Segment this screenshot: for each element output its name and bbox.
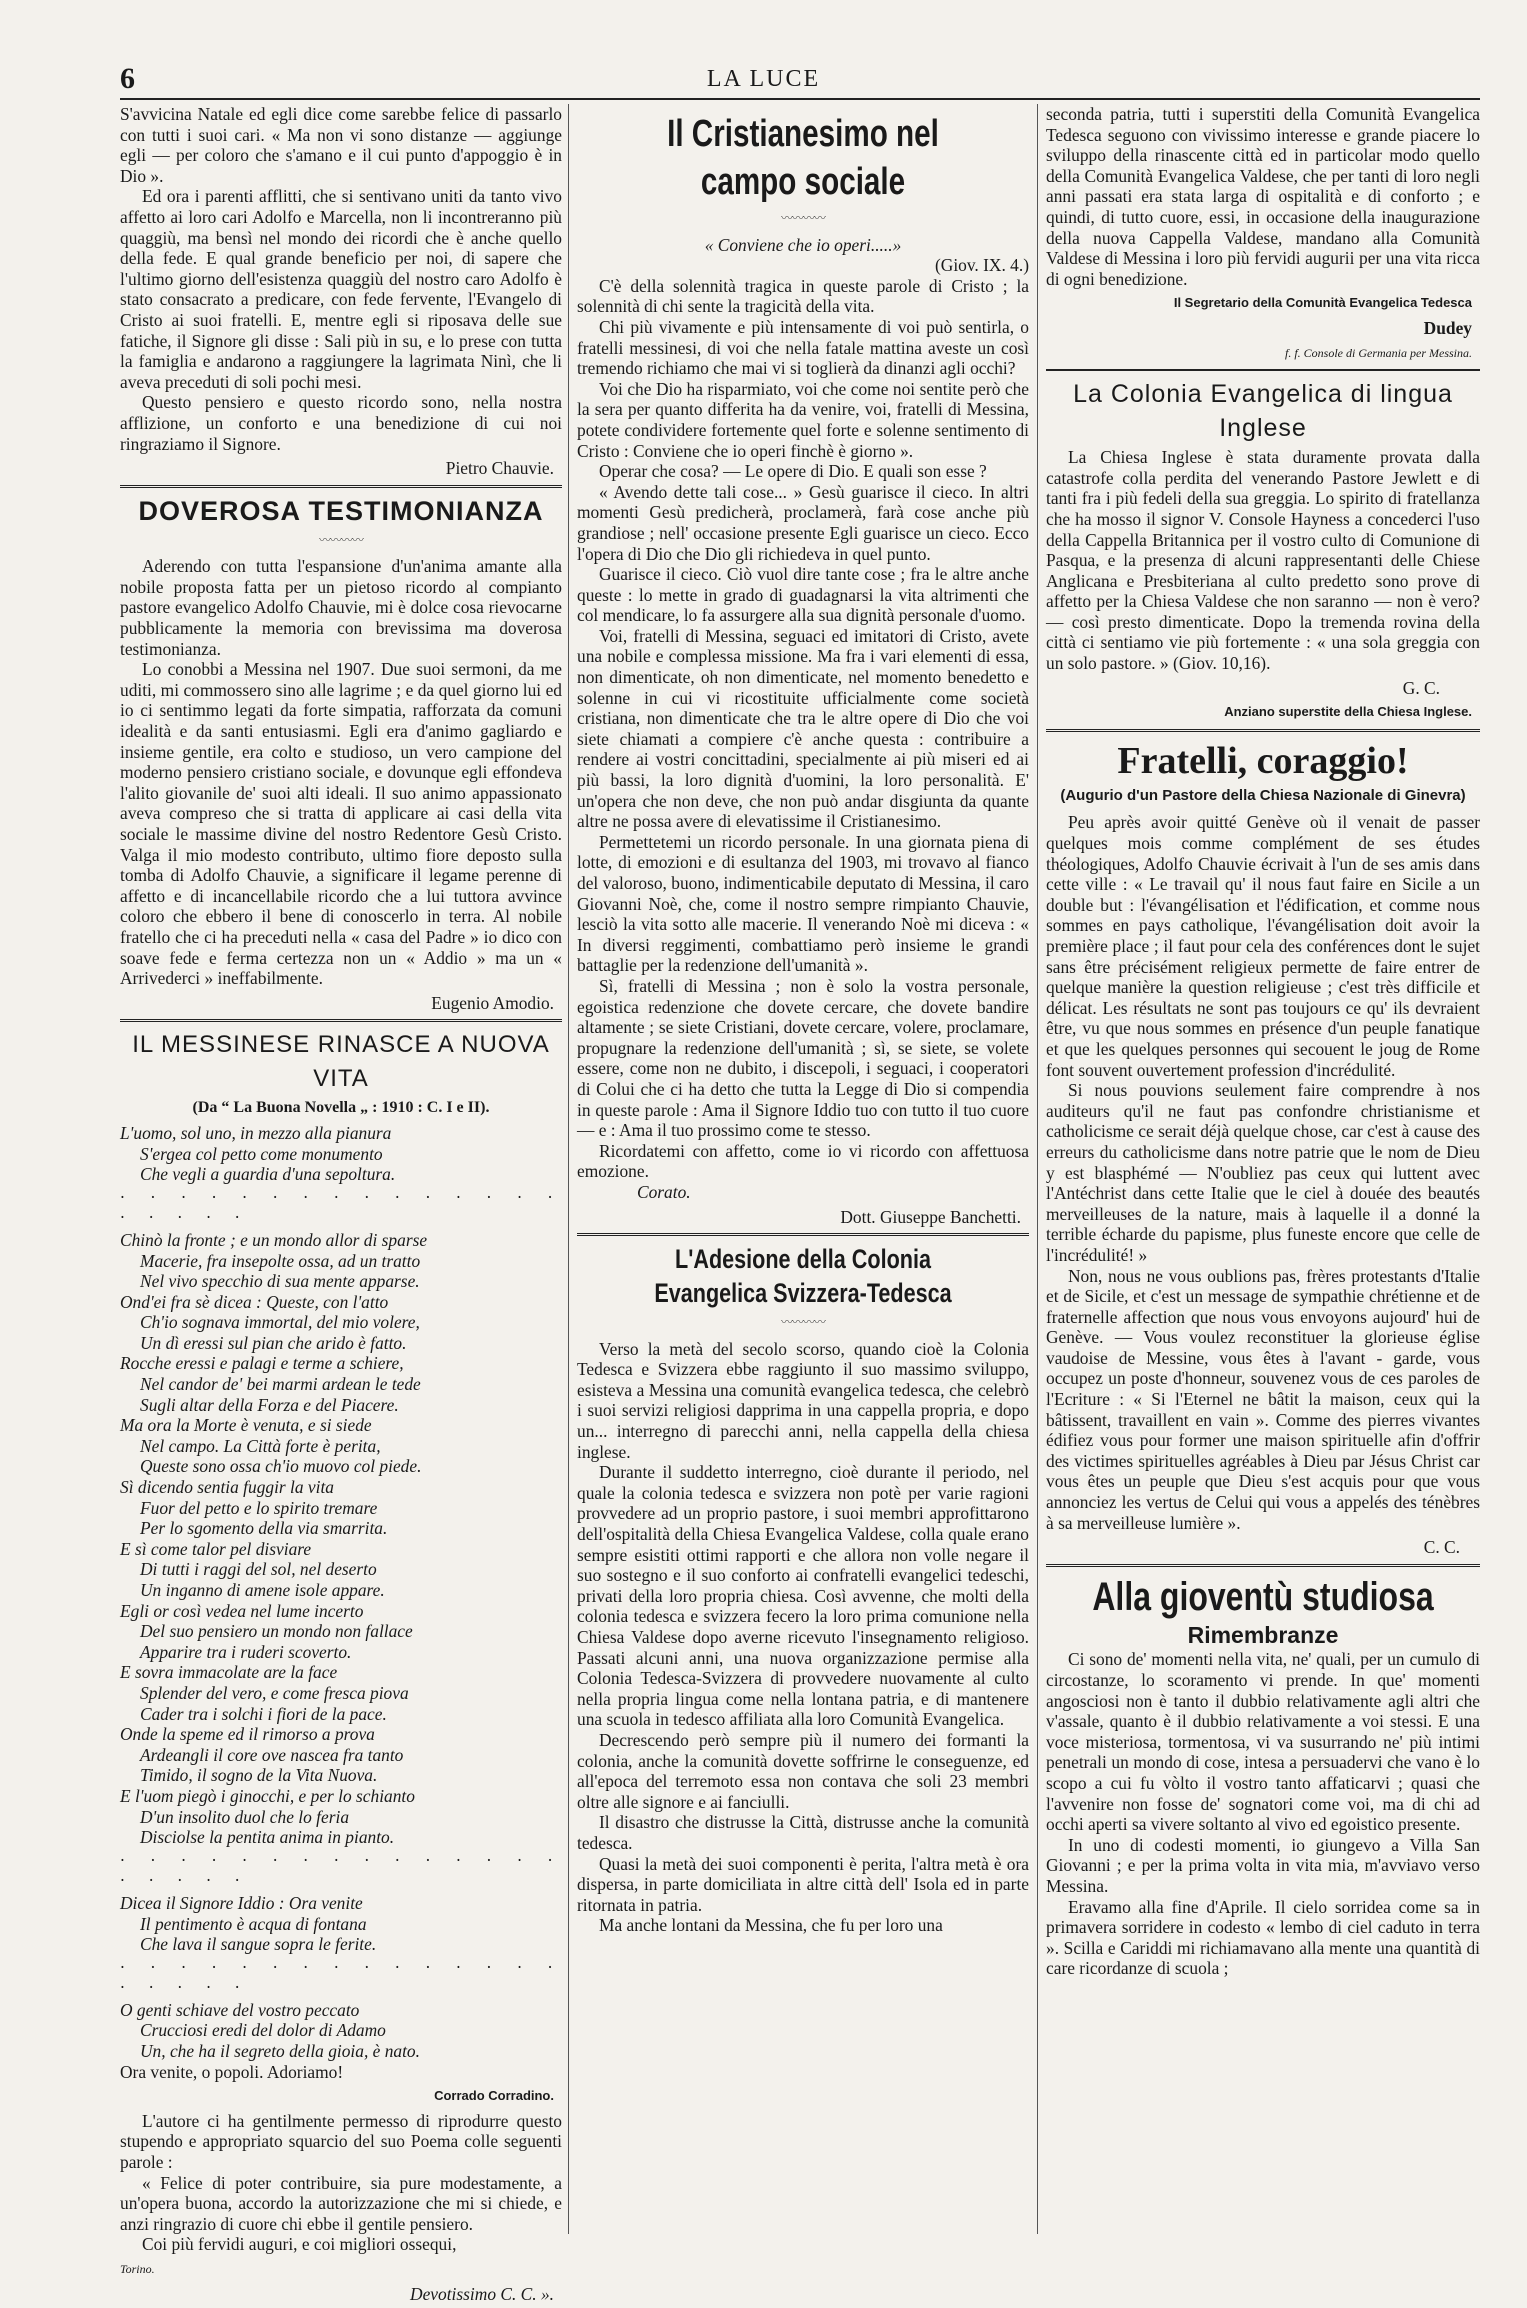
place: Torino. bbox=[120, 2262, 155, 2276]
poem-line: D'un insolito duol che lo feria bbox=[140, 1806, 350, 1827]
poem-line: Splender del vero, e come fresca piova bbox=[140, 1682, 409, 1703]
article-title: La Colonia Evangelica di lingua Inglese bbox=[1073, 380, 1453, 443]
poem bbox=[120, 1123, 562, 2082]
poem-line: Di tutti i raggi del sol, nel deserto bbox=[140, 1559, 377, 1580]
article-title: L'Adesione della Colonia Evangelica Svizzera-Tedesca bbox=[654, 1244, 952, 1309]
paragraph: Ricordatemi con affetto, come io vi ricordo con affettuosa emozione. bbox=[577, 1140, 1029, 1182]
poem-line: Ch'io sognava immortal, del mio volere, bbox=[140, 1312, 420, 1333]
paragraph: Ed ora i parenti afflitti, che si sentivano uniti da tanto vivo affetto ai loro cari Adolfo e Marcella, non li incontreranno più quaggiù, ma bensì nel mondo dei ricordi che è anche quello della fede. E qual grande beneficio per noi, di sapere che l'ultimo giorno dell'esistenza quaggiù del nostro caro Adolfo è stato consacrato a predicare, con fede fervente, l'Evangelo di Cristo ai suoi fratelli. E, mentre egli si riposava delle sue fatiche, il Signore gli disse : Sali più in su, e lo prese con tutta la famiglia e andarono a raggiungere la lagrimata Ninì, che li aveva preceduti di soli pochi mesi. bbox=[120, 186, 562, 392]
paragraph: Lo conobbi a Messina nel 1907. Due suoi sermoni, da me uditi, mi commossero sino alle lagrime ; e da quel giorno lui ed io ci sentimmo legati da forte simpatia, rafforzata da comuni idealità e da santi entusiasmi. Egli era d'animo gagliardo e insieme gentile, era colto e studioso, un vero campione del moderno pensiero cristiano sociale, e dovunque egli effondeva l'alito giovanile de' suoi alti ideali. Il suo animo appassionato aveva compreso che si tratta di applicare ai casi della vita sociale le massime divine del nostro Redentore Gesù Cristo. Valga il mio modesto contributo, ultimo fiore deposto sulla tomba di Adolfo Chauvie, a significare il legame perenne di affetto e di incancellabile ricordo che a lui tuttora avvince coloro che ebbero il bene di conoscerlo in terra. Al nobile fratello che ci ha preceduti nella « casa del Padre » io dico con soave fede e ferma certezza non un « Addio » ma un « Arrivederci » ineffabilmente. bbox=[120, 659, 562, 989]
poem-line: · · · · · · · · · · · · · · · · · · · · bbox=[120, 1849, 562, 1891]
poem-line: Rocche eressi e palagi e terme a schiere, bbox=[120, 1353, 404, 1374]
paragraph: Ci sono de' momenti nella vita, ne' quali, per un cumulo di circostanze, lo scoramento vi prende. In que' momenti angosciosi non è tanto il dubbio relativamente agli altri che v'assale, quanto è il dubbio relativamente a voi stessi. E una voce misteriosa, tormentosa, vi va susurrando ne' più intimi penetrali un mondo di cose, intesa a persuadervi che vano è lo scopo a cui fu vòlto il vostro tanto affaticarvi ; quasi che l'avvenire non fosse de' sognatori come voi, ma di chi ad occhi aperti sa vivere soltanto al vivo ed egoistico presente. bbox=[1046, 1649, 1480, 1835]
article-subtitle: Rimembranze bbox=[1187, 1621, 1339, 1648]
poem-line: Ma ora la Morte è venuta, e si siede bbox=[120, 1415, 372, 1436]
poem-line: Crucciosi eredi del dolor di Adamo bbox=[140, 2020, 386, 2041]
signature: Eugenio Amodio. bbox=[431, 992, 554, 1013]
poem-line: E sì come talor pel disviare bbox=[120, 1538, 312, 1559]
poem-line: Onde la speme ed il rimorso a prova bbox=[120, 1724, 375, 1745]
paragraph: Eravamo alla fine d'Aprile. Il cielo sorridea come sa in primavera sorridere in codesto « lembo di ciel caduto in terra ». Scilla e Cariddi mi richiamavano alla mente una quantità di care ricordanze di scuola ; bbox=[1046, 1896, 1480, 1979]
paragraph: Ma anche lontani da Messina, che fu per loro una bbox=[599, 1915, 943, 1936]
poem-line: Sì dicendo sentia fuggir la vita bbox=[120, 1477, 334, 1498]
article-title: Alla gioventù studiosa bbox=[1092, 1574, 1434, 1619]
signature: Corrado Corradino. bbox=[434, 2088, 554, 2104]
signature: Pietro Chauvie. bbox=[445, 458, 554, 479]
paragraph: Questo pensiero e questo ricordo sono, nella nostra afflizione, un conforto e una benedizione di cui noi ringraziamo il Signore. bbox=[120, 392, 562, 454]
signature-title: Il Segretario della Comunità Evangelica Tedesca bbox=[1173, 295, 1472, 311]
poem-line: Del suo pensiero un mondo non fallace bbox=[140, 1621, 413, 1642]
poem-line: Ora venite, o popoli. Adoriamo! bbox=[120, 2061, 344, 2082]
place: Corato. bbox=[637, 1181, 691, 1202]
poem-line: Un inganno di amene isole appare. bbox=[140, 1580, 385, 1600]
article-subtitle: (Augurio d'un Pastore della Chiesa Nazionale di Ginevra) bbox=[1060, 786, 1466, 804]
paragraph: Verso la metà del secolo scorso, quando cioè la Colonia Tedesca e Svizzera ebbe raggiunto il suo massimo sviluppo, esisteva a Messina una comunità evangelica tedesca, che celebrò i suoi servizi religiosi dapprima in una cappella propria, e dopo un... interregno di parecchi anni, nella cappella della chiesa inglese. bbox=[577, 1338, 1029, 1462]
paragraph: Il disastro che distrusse la Città, distrusse anche la comunità tedesca. bbox=[577, 1812, 1029, 1853]
divider bbox=[577, 1233, 1029, 1236]
poem-line: Egli or così vedea nel lume incerto bbox=[120, 1600, 364, 1621]
page-number: 6 bbox=[120, 62, 135, 95]
paragraph: Quasi la metà dei suoi componenti è perita, l'altra metà è ora dispersa, in parte domiciliata in altre città dell' Isola ed in parte ritornata in patria. bbox=[577, 1853, 1029, 1915]
poem-line: Timido, il sogno de la Vita Nuova. bbox=[140, 1765, 378, 1786]
paragraph: seconda patria, tutti i superstiti della Comunità Evangelica Tedesca seguono con vivissimo interesse e grande piacere lo sviluppo della rinascente città ed in particolar modo quello della Comunità Evangelica Valdese, che per tanti di loro negli anni passati era stata larga di ospitalità e di conforto ; e quindi, di tutto cuore, essi, in occasione della inaugurazione della nuova Cappella Valdese, mandano alla Comunità Valdese di Messina i loro più fervidi augurii per una vita ricca di ogni benedizione. bbox=[1046, 104, 1480, 289]
epigraph: « Conviene che io operi.....» bbox=[704, 234, 902, 255]
poem-line: E l'uom piegò i ginocchi, e per lo schianto bbox=[120, 1785, 415, 1806]
poem-line: Per lo sgomento della via smarrita. bbox=[140, 1518, 388, 1539]
poem-line: · · · · · · · · · · · · · · · · · · · · bbox=[120, 1956, 562, 1998]
paragraph: « Avendo dette tali cose... » Gesù guarisce il cieco. In altri momenti Gesù predicherà, proclamerà, farà cose anche più grandiose ; nell' occasione presente Egli guarisce un cieco. Ecco l'opera di Dio che Dio gli richiedeva in quel punto. bbox=[577, 481, 1029, 564]
ornament: 〰〰〰〰 bbox=[780, 1315, 825, 1330]
column-divider bbox=[1037, 104, 1038, 2234]
column-2 bbox=[577, 104, 1029, 1936]
paragraph: Voi, fratelli di Messina, seguaci ed imitatori di Cristo, avete una nobile e complessa missione. Ma fra i vari elementi di essa, non dimenticate, oh non dimenticate, nel momento benedetto e solenne in cui vi ricostituite ufficialmente come società cristiana, non dimenticate che tra le altre opere di Dio che voi siete chiamati a compiere c'è anche questa : contribuire a rendere ai vostri concittadini, specialmente ai più miseri ed ai più bassi, la loro dignità d'uomini, la loro personalità. E' un'opera che non deve, che non può andar disgiunta da quante altre ne possa avere di elevatissime il Cristianesimo. bbox=[577, 625, 1029, 832]
source-line: (Da “ La Buona Novella „ : 1910 : C. I e II). bbox=[192, 1099, 490, 1117]
signature-role: f. f. Console di Germania per Messina. bbox=[1285, 345, 1472, 360]
paragraph: « Felice di poter contribuire, sia pure modestamente, a un'opera buona, accordo la autorizzazione che mi si chiede, e anzi ringrazio di cuore chi ebbe il gentile pensiero. bbox=[120, 2172, 562, 2234]
signature: Dudey bbox=[1423, 317, 1472, 338]
paragraph: Si nous pouvions seulement faire comprendre à nos auditeurs qu'il ne faut pas confondre christianisme et catholicisme ce serait déjà quelque chose, car c'est à cause des erreurs du catholicisme dans notre patrie que le nom de Dieu y est blasphémé — N'oubliez pas ceux qui luttent avec l'Antéchrist dans cette Italie que le ciel à douée des beautés merveilleuses de la nature, mais à laquelle il a donné la terrible écharde du papisme, plus funeste encore que celle de l'incrédulité! » bbox=[1046, 1080, 1480, 1265]
paragraph: Guarisce il cieco. Ciò vuol dire tante cose ; fra le altre anche queste : lo mette in grado di guadagnarsi la vita altrimenti che col mendicare, lo fa assurgere alla sua dignità personale d'uomo. bbox=[577, 564, 1029, 626]
paragraph: Aderendo con tutta l'espansione d'un'anima amante alla nobile proposta fatta per un pietoso ricordo al compianto pastore evangelico Adolfo Chauvie, mi è dolce cosa rievocarne pubblicamente la memoria con brevissima ma doverosa testimonianza. bbox=[120, 556, 562, 659]
poem-line: O genti schiave del vostro peccato bbox=[120, 1999, 360, 2020]
paragraph: S'avvicina Natale ed egli dice come sarebbe felice di passarlo con tutti i suoi cari. « Ma non vi sono distanze — aggiunge egli — per coloro che s'amano e il cui punto d'appoggio è in Dio ». bbox=[120, 104, 562, 186]
signature: Dott. Giuseppe Banchetti. bbox=[840, 1206, 1021, 1227]
paragraph: Coi più fervidi auguri, e coi migliori ossequi, bbox=[142, 2234, 457, 2255]
poem-line: Il pentimento è acqua di fontana bbox=[140, 1913, 367, 1934]
poem-line: Apparire tra i ruderi scoverto. bbox=[140, 1641, 352, 1662]
poem-line: Queste sono ossa ch'io muovo col piede. bbox=[140, 1456, 422, 1477]
paragraph: Permettetemi un ricordo personale. In una giornata piena di lotte, di emozioni e di esultanza del 1903, mi trovavo al fianco del valoroso, buono, indimenticabile deputato di Messina, il caro Giovanni Noè, che, come il nostro sempre rimpianto Chauvie, lesciò la vita sotto alle macerie. Il venerando Noè mi diceva : « In diversi reggimenti, combattiamo però insieme le grandi battaglie per la redenzione dell'umanità ». bbox=[577, 831, 1029, 976]
poem-line: Nel campo. La Città forte è perita, bbox=[140, 1435, 381, 1456]
signature: C. C. bbox=[1423, 1537, 1460, 1558]
paragraph: Chi più vivamente e più intensamente di voi può sentirla, o fratelli messinesi, di voi che nella fatale mattina aveste un così tremendo richiamo che mai vi si toglierà da dinanzi agli occhi? bbox=[577, 316, 1029, 379]
paragraph: Sì, fratelli di Messina ; non è solo la vostra personale, egoistica redenzione che dovete cercare, che dovete bandire altamente ; se siete Cristiani, dovete cercare, volere, proclamare, propugnare la redenzione dell'umanità ; sì, se siete, se volete essere, come non ne dubito, i discepoli, i seguaci, i cooperatori di Colui che ci ha detto che tutta la Legge di Dio si compendia in queste parole : Ama il Signore Iddio tuo con tutto il tuo cuore — e : Ama il tuo prossimo come te stesso. bbox=[577, 975, 1029, 1141]
paragraph: Voi che Dio ha risparmiato, voi che come noi sentite però che la sera per quanto differita ha da venire, voi, fratelli di Messina, potete condividere fortemente quel forte e solenne sentimento di Cristo : Conviene che io operi finchè è giorno ». bbox=[577, 378, 1029, 461]
poem-line: Che vegli a guardia d'una sepoltura. bbox=[140, 1164, 396, 1185]
poem-line: Disciolse la pentita anima in pianto. bbox=[140, 1827, 395, 1848]
article-title: Il Cristianesimo nel campo sociale bbox=[667, 113, 939, 203]
signature: G. C. bbox=[1402, 677, 1440, 698]
paragraph: Decrescendo però sempre più il numero dei formanti la colonia, anche la comunità dovette soffrirne le conseguenze, ed all'epoca del terremoto essa non contava che soli 23 membri oltre alle signore e ai fanciulli. bbox=[577, 1729, 1029, 1812]
poem-line: Ardeangli il core ove nascea fra tanto bbox=[140, 1744, 404, 1765]
poem-line: Chinò la fronte ; e un mondo allor di sparse bbox=[120, 1229, 428, 1250]
divider bbox=[120, 1019, 562, 1022]
paragraph: Durante il suddetto interregno, cioè durante il periodo, nel quale la colonia tedesca e svizzera non potè per varie ragioni provvedere ad un proprio pastore, i suoi membri approfittarono dell'ospitalità della Chiesa Evangelica Valdese, colla quale erano sempre esistiti ottimi rapporti e che allora non volle negare il suo sostegno e il suo conforto ai confratelli evangelici tedeschi, privati della loro propria chiesa. Così avvenne, che molti della colonia tedesca e svizzera fecero la loro prima comunione nella Chiesa Valdese dopo averne ricevuto l'insegnamento religioso. Passati alcuni anni, una nuova organizzazione permise alla Colonia Tedesca-Svizzera di provvedere nuovamente al culto nella propria lingua come nella lontana patria, e di mantenere una scuola in tedesco affiliata alla loro Comunità Evangelica. bbox=[577, 1462, 1029, 1730]
poem-line: Macerie, fra insepolte ossa, ad un tratto bbox=[140, 1250, 421, 1271]
paragraph: Non, nous ne vous oublions pas, frères protestants d'Italie et de Sicile, et c'est un message de sympathie chrétienne et de fraternelle affection que nous vous envoyons aujourd' hui de Genève. — Vous voulez reconstituer la glorieuse église vaudoise de Messine, vous êtes à l'avant - garde, vous occupez un poste d'honneur, souvenez vous de ces paroles de l'Ecriture : « Si l'Eternel ne bâtit la maison, ceux qui la bâtissent, travaillent en vain ». Comme des pierres vivantes édifiez vous pour former une maison spirituelle afin d'offrir des victimes spirituelles agréables à Dieu par Jésus Christ car vous êtes un peuple que Dieu s'est acquis pour que vous annonciez les vertus de Celui qui vous a appelés des ténèbres à sa merveilleuse lumière ». bbox=[1046, 1265, 1480, 1533]
poem-line: Un dì eressi sul pian che arido è fatto. bbox=[140, 1332, 407, 1353]
column-divider bbox=[568, 104, 569, 2234]
signature: Devotissimo C. C. ». bbox=[410, 2283, 554, 2304]
poem-line: Dicea il Signore Iddio : Ora venite bbox=[120, 1892, 363, 1913]
article-title: IL MESSINESE RINASCE A NUOVA VITA bbox=[132, 1031, 550, 1093]
poem-line: E sovra immacolate are la face bbox=[120, 1662, 338, 1683]
article-title: Fratelli, coraggio! bbox=[1117, 739, 1409, 782]
epigraph-reference: (Giov. IX. 4.) bbox=[934, 255, 1029, 276]
masthead: LA LUCE bbox=[706, 66, 821, 92]
poem-line: Fuor del petto e lo spirito tremare bbox=[140, 1497, 378, 1518]
poem-line: Un, che ha il segreto della gioia, è nato. bbox=[140, 2041, 420, 2062]
poem-line: L'uomo, sol uno, in mezzo alla pianura bbox=[120, 1122, 392, 1143]
poem-line: S'ergea col petto come monumento bbox=[140, 1143, 383, 1164]
poem-line: · · · · · · · · · · · · · · · · · · · · bbox=[120, 1186, 562, 1228]
poem-line: Nel vivo specchio di sua mente apparse. bbox=[140, 1271, 420, 1292]
ornament: 〰〰〰〰 bbox=[318, 532, 363, 547]
poem-line: Cader tra i solchi i fiori de la pace. bbox=[140, 1703, 387, 1724]
poem-line: Che lava il sangue sopra le ferite. bbox=[140, 1934, 377, 1955]
poem-line: Sugli altar della Forza e del Piacere. bbox=[140, 1394, 399, 1415]
column-3 bbox=[1046, 104, 1480, 1979]
signature-role: Anziano superstite della Chiesa Inglese. bbox=[1224, 704, 1472, 720]
poem-line: Ond'ei fra sè dicea : Queste, con l'atto bbox=[120, 1291, 389, 1312]
column-1 bbox=[120, 104, 562, 2308]
ornament: 〰〰〰〰 bbox=[780, 211, 825, 225]
header-rule bbox=[120, 98, 1480, 100]
article-title: DOVEROSA TESTIMONIANZA bbox=[138, 495, 544, 526]
divider bbox=[1046, 1564, 1480, 1567]
paragraph: L'autore ci ha gentilmente permesso di riprodurre questo stupendo e appropriato squarcio del suo Poema colle seguenti parole : bbox=[120, 2110, 562, 2173]
paragraph: Operar che cosa? — Le opere di Dio. E quali son esse ? bbox=[599, 461, 987, 482]
divider bbox=[1046, 729, 1480, 732]
paragraph: C'è della solennità tragica in queste parole di Cristo ; la solennità di chi sente la tragicità della vita. bbox=[577, 275, 1029, 317]
paragraph: In uno di codesti momenti, io giungevo a Villa San Giovanni ; e per la prima volta in vita mia, m'avviavo verso Messina. bbox=[1046, 1834, 1480, 1896]
paragraph: Peu après avoir quitté Genève où il venait de passer quelques mois comme complément de ses études théologiques, Adolfo Chauvie écrivait à l'un de ses amis dans cette ville : « Le travail qu' il nous faut faire en Sicile a un double but : l'évangélisation et l'édification, et comme nous sommes en pays catholique, l'évangélisation doit avoir la première place ; il faut pour cela des conférences dont le sujet sans être précisément religieux permette de faire entrer de quelque manière la question religieuse ; c'est très difficile et délicat. Les résultats ne sont pas toujours ce qu' ils devraient être, vu que nous sommes en présence d'un peuple fanatique et que les quelques personnes qui secouent le joug de Rome font souvent ouvertement profession d'incrédulité. bbox=[1046, 812, 1480, 1080]
divider bbox=[120, 485, 562, 488]
paragraph: La Chiesa Inglese è stata duramente provata dalla catastrofe colla perdita del venerando Pastore Jewlett e di tanti fra i più fedeli della sua greggia. Lo spirito di fratellanza che ha mosso il signor V. Console Hayness a concederci l'uso della Cappella Britannica per il vostro culto di Comunione di Pasqua, e la presenza di alcuni rappresentanti delle Chiese Anglicana e Presbiteriana al culto predetto sono prove di affetto per la Chiesa Valdese che non saranno — non è vero? — così presto dimenticate. Dopo la tremenda rovina della città ci sentiamo vie più fortemente : « una sola greggia con un solo pastore. » (Giov. 10,16). bbox=[1046, 447, 1480, 674]
divider bbox=[1046, 369, 1480, 371]
poem-line: Nel candor de' bei marmi ardean le tede bbox=[140, 1374, 421, 1395]
